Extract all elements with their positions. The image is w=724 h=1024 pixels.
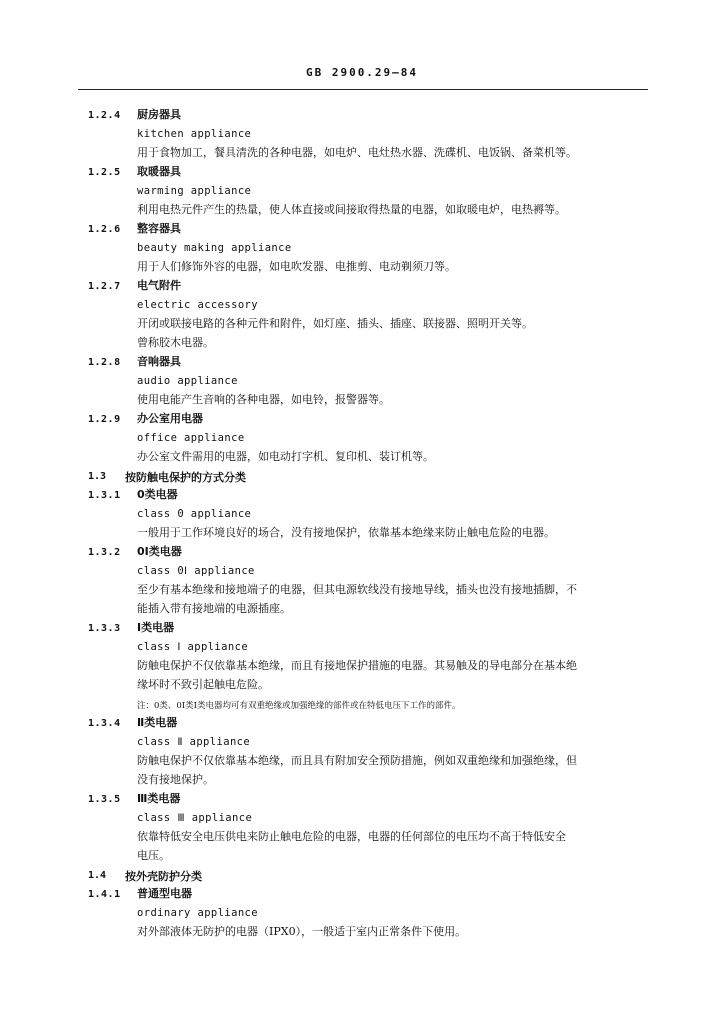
major-section-title: 按防触电保护的方式分类 <box>125 471 246 484</box>
major-section-number: 1.3 <box>88 471 107 482</box>
section-english-term: kitchen appliance <box>137 128 252 140</box>
section-description: 对外部液体无防护的电器（IPX0），一般适于室内正常条件下使用。 <box>137 925 467 938</box>
section-english-term: class Ⅱ appliance <box>137 736 251 748</box>
section-number: 1.2.9 <box>88 414 121 425</box>
section-english-term: class Ⅰ appliance <box>137 641 249 653</box>
section-english-term: class 0Ⅰ appliance <box>137 565 255 577</box>
section-description: 使用电能产生音响的各种电器，如电铃，报警器等。 <box>137 393 390 406</box>
section-number: 1.3.2 <box>88 547 121 558</box>
section-description: 一般用于工作环境良好的场合，没有接地保护，依靠基本绝缘来防止触电危险的电器。 <box>137 526 555 539</box>
section-number: 1.3.5 <box>88 794 121 805</box>
section-english-term: class Ⅲ appliance <box>137 812 253 824</box>
section-english-term: ordinary appliance <box>137 907 258 919</box>
standard-code: GB 2900.29—84 <box>305 66 419 79</box>
major-section-title: 按外壳防护分类 <box>125 870 202 883</box>
section-title: 厨房器具 <box>137 108 181 121</box>
section-title: Ⅱ类电器 <box>137 716 178 729</box>
section-title: 普通型电器 <box>137 887 192 900</box>
section-number: 1.2.5 <box>88 167 121 178</box>
section-title: 0类电器 <box>137 488 178 501</box>
section-title: 办公室用电器 <box>137 412 203 425</box>
section-english-term: electric accessory <box>137 299 258 311</box>
section-english-term: warming appliance <box>137 185 252 197</box>
section-title: 整容器具 <box>137 222 181 235</box>
section-description: 用于食物加工，餐具清洗的各种电器，如电炉、电灶热水器、洗碟机、电饭锅、备菜机等。 <box>137 146 577 159</box>
section-number: 1.2.8 <box>88 357 121 368</box>
section-title: 取暖器具 <box>137 165 181 178</box>
section-description: 没有接地保护。 <box>137 773 214 786</box>
section-number: 1.4.1 <box>88 889 121 900</box>
section-title: Ⅰ类电器 <box>137 621 175 634</box>
section-description: 曾称胶木电器。 <box>137 336 214 349</box>
section-description: 防触电保护不仅依靠基本绝缘，而且有接地保护措施的电器。其易触及的导电部分在基本绝 <box>137 659 577 672</box>
section-number: 1.2.6 <box>88 224 121 235</box>
major-section-number: 1.4 <box>88 870 107 881</box>
section-description: 至少有基本绝缘和接地端子的电器，但其电源软线没有接地导线，插头也没有接地插脚，不 <box>137 583 577 596</box>
header-divider <box>78 89 648 90</box>
section-title: Ⅲ类电器 <box>137 792 181 805</box>
section-number: 1.2.4 <box>88 110 121 121</box>
section-description: 依靠特低安全电压供电来防止触电危险的电器，电器的任何部位的电压均不高于特低安全 <box>137 830 566 843</box>
section-description: 能插入带有接地端的电源插座。 <box>137 602 291 615</box>
section-english-term: beauty making appliance <box>137 242 292 254</box>
section-description: 用于人们修饰外容的电器，如电吹发器、电推剪、电动剃须刀等。 <box>137 260 456 273</box>
section-description: 办公室文件需用的电器，如电动打字机、复印机、装订机等。 <box>137 450 434 463</box>
section-description: 缘坏时不致引起触电危险。 <box>137 678 269 691</box>
section-number: 1.3.4 <box>88 718 121 729</box>
section-description: 利用电热元件产生的热量，使人体直接或间接取得热量的电器，如取暖电炉，电热褥等。 <box>137 203 566 216</box>
section-title: 音响器具 <box>137 355 181 368</box>
section-note: 注：0类、0Ⅰ类Ⅰ类电器均可有双重绝缘或加强绝缘的部件或在特低电压下工作的部件。 <box>137 701 461 711</box>
section-number: 1.2.7 <box>88 281 121 292</box>
section-description: 开闭或联接电路的各种元件和附件，如灯座、插头、插座、联接器、照明开关等。 <box>137 317 533 330</box>
section-english-term: office appliance <box>137 432 245 444</box>
section-title: 0Ⅰ类电器 <box>137 545 182 558</box>
section-english-term: class 0 appliance <box>137 508 252 520</box>
section-description: 电压。 <box>137 849 170 862</box>
section-english-term: audio appliance <box>137 375 238 387</box>
section-title: 电气附件 <box>137 279 181 292</box>
section-number: 1.3.1 <box>88 490 121 501</box>
section-number: 1.3.3 <box>88 623 121 634</box>
section-description: 防触电保护不仅依靠基本绝缘，而且具有附加安全预防措施，例如双重绝缘和加强绝缘，但 <box>137 754 577 767</box>
